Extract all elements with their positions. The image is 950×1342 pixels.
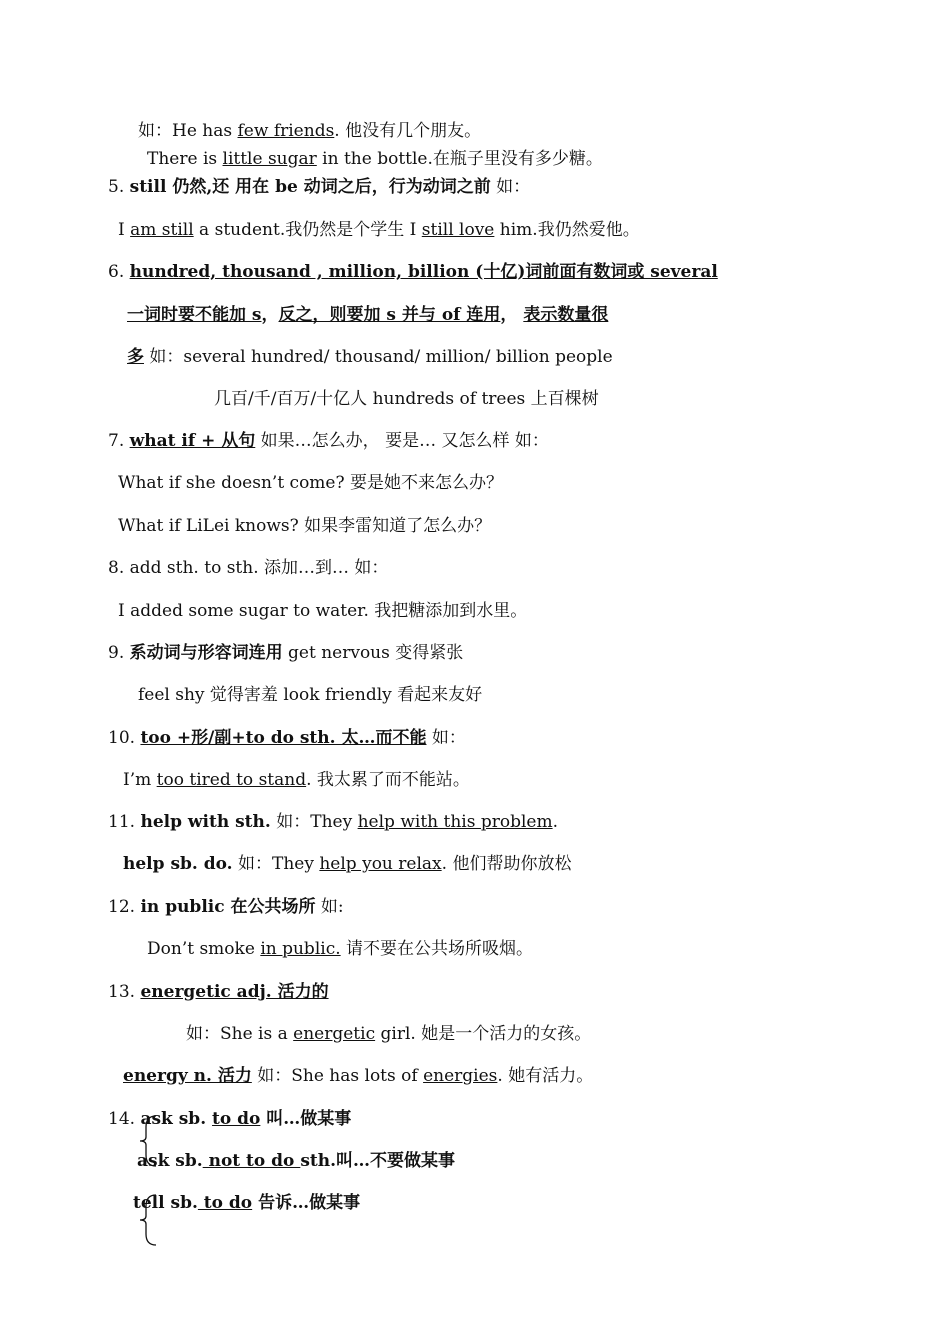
text-run: ，	[261, 305, 279, 325]
text-run: little sugar	[222, 149, 317, 169]
text-run: 7.	[108, 431, 130, 451]
text-run: help you relax	[319, 854, 442, 874]
text-run: 如:	[315, 897, 344, 917]
text-run: 14.	[108, 1109, 141, 1129]
text-run: him.我仍然爱他。	[494, 220, 640, 240]
text-run: get nervous 变得紧张	[282, 643, 464, 663]
text-run: 10.	[108, 728, 141, 748]
text-run: . 他没有几个朋友。	[334, 121, 482, 141]
item-6-heading-cont	[127, 304, 608, 326]
text-run: tell sb.	[133, 1193, 198, 1213]
text-run: 12.	[108, 897, 141, 917]
text-run: hundred, thousand , million, billion (十亿)词前面有数词或 several	[129, 262, 718, 282]
text-run: 系动词与形容词连用	[129, 643, 283, 663]
text-run: 如：	[490, 177, 531, 197]
item-11-subheading	[123, 853, 571, 875]
text-run: 反之，则要加 s 并与 of 连用	[278, 305, 501, 325]
text-run: .	[552, 812, 558, 832]
item-14-line	[133, 1192, 360, 1214]
text-run: still love	[421, 220, 495, 240]
example-line	[186, 1023, 591, 1045]
text-run: 8. add sth. to sth. 添加…到… 如：	[108, 558, 389, 578]
item-6-heading-cont	[127, 346, 613, 368]
text-run: ask sb.	[140, 1109, 213, 1129]
text-run: girl. 她是一个活力的女孩。	[375, 1024, 592, 1044]
text-run: 几百/千/百万/十亿人 hundreds of trees 上百棵树	[214, 389, 599, 409]
text-run: I	[118, 220, 131, 240]
text-run: to do	[212, 1109, 261, 1129]
text-run: energies	[423, 1066, 498, 1086]
text-run: 如：They	[232, 854, 320, 874]
text-run: ，	[500, 305, 524, 325]
item-7-heading	[108, 430, 549, 452]
text-run: Don’t smoke	[147, 939, 261, 959]
text-run: There is	[147, 149, 223, 169]
text-run: 如果…怎么办， 要是… 又怎么样 如：	[255, 431, 549, 451]
text-run: am still	[130, 220, 194, 240]
text-run: 5.	[108, 177, 130, 197]
example-line	[118, 600, 527, 622]
text-run: a student.我仍然是个学生 I	[193, 220, 422, 240]
text-run: sth.叫…不要做某事	[300, 1151, 456, 1171]
text-run: I added some sugar to water. 我把糖添加到水里。	[118, 601, 528, 621]
text-run: 6.	[108, 262, 130, 282]
text-run: 如：several hundred/ thousand/ million/ billion people	[144, 347, 613, 367]
text-run: 告诉…做某事	[252, 1193, 361, 1213]
item-14-line	[137, 1150, 455, 1172]
text-run: in public 在公共场所	[140, 897, 316, 917]
example-line	[118, 472, 503, 494]
text-run: energetic	[293, 1024, 376, 1044]
text-run: . 我太累了而不能站。	[306, 770, 470, 790]
text-run: energetic adj. 活力的	[140, 982, 329, 1002]
text-run: help with this problem	[357, 812, 553, 832]
text-run: in public.	[260, 939, 341, 959]
text-run: 如：She is a	[186, 1024, 294, 1044]
text-run: . 他们帮助你放松	[441, 854, 572, 874]
item-13-heading	[108, 981, 329, 1003]
example-line	[123, 769, 470, 791]
text-run: 如：They	[270, 812, 358, 832]
text-run: help sb. do.	[123, 854, 233, 874]
text-run: what if + 从句	[129, 431, 256, 451]
text-run: few friends	[237, 121, 335, 141]
text-run: What if she doesn’t come? 要是她不来怎么办？	[118, 473, 504, 493]
text-run: too +形/副+to do sth. 太…而不能	[140, 728, 427, 748]
example-line	[214, 388, 599, 410]
text-run: 一词时要不能加 s	[127, 305, 262, 325]
text-run: 11.	[108, 812, 141, 832]
item-6-heading	[108, 261, 718, 283]
text-run: 如：He has	[138, 121, 238, 141]
text-run: What if LiLei knows? 如果李雷知道了怎么办？	[118, 516, 492, 536]
item-5-heading	[108, 176, 530, 198]
item-10-heading	[108, 727, 466, 749]
text-run: in the bottle.在瓶子里没有多少糖。	[316, 149, 603, 169]
example-line	[147, 938, 533, 960]
text-run: 如：	[426, 728, 466, 748]
brace-bottom	[136, 1192, 160, 1248]
brace-top	[136, 1113, 160, 1169]
item-12-heading	[108, 896, 344, 918]
item-8-heading	[108, 557, 388, 579]
item-11-heading	[108, 811, 558, 833]
text-run: help with sth.	[140, 812, 271, 832]
example-line	[118, 515, 491, 537]
text-run: 表示数量很	[523, 305, 609, 325]
text-run: . 她有活力。	[497, 1066, 594, 1086]
example-line	[118, 219, 640, 241]
text-run: 如：She has lots of	[251, 1066, 424, 1086]
text-run: feel shy 觉得害羞 look friendly 看起来友好	[138, 685, 483, 705]
text-run: 叫…做某事	[260, 1109, 352, 1129]
text-run: 13.	[108, 982, 141, 1002]
text-run: ask sb.	[137, 1151, 203, 1171]
text-run: not to do	[202, 1151, 301, 1171]
text-run: I’m	[123, 770, 157, 790]
example-line	[147, 148, 603, 170]
item-13-subheading	[123, 1065, 593, 1087]
item-9-heading	[108, 642, 463, 664]
example-line	[138, 684, 482, 706]
text-run: to do	[197, 1193, 253, 1213]
text-run: too tired to stand	[156, 770, 307, 790]
text-run: still 仍然,还 用在 be 动词之后，行为动词之前	[129, 177, 491, 197]
text-run: energy n. 活力	[123, 1066, 252, 1086]
text-run: 9.	[108, 643, 130, 663]
example-line	[138, 120, 481, 142]
text-run: 请不要在公共场所吸烟。	[340, 939, 534, 959]
text-run: 多	[127, 347, 144, 367]
